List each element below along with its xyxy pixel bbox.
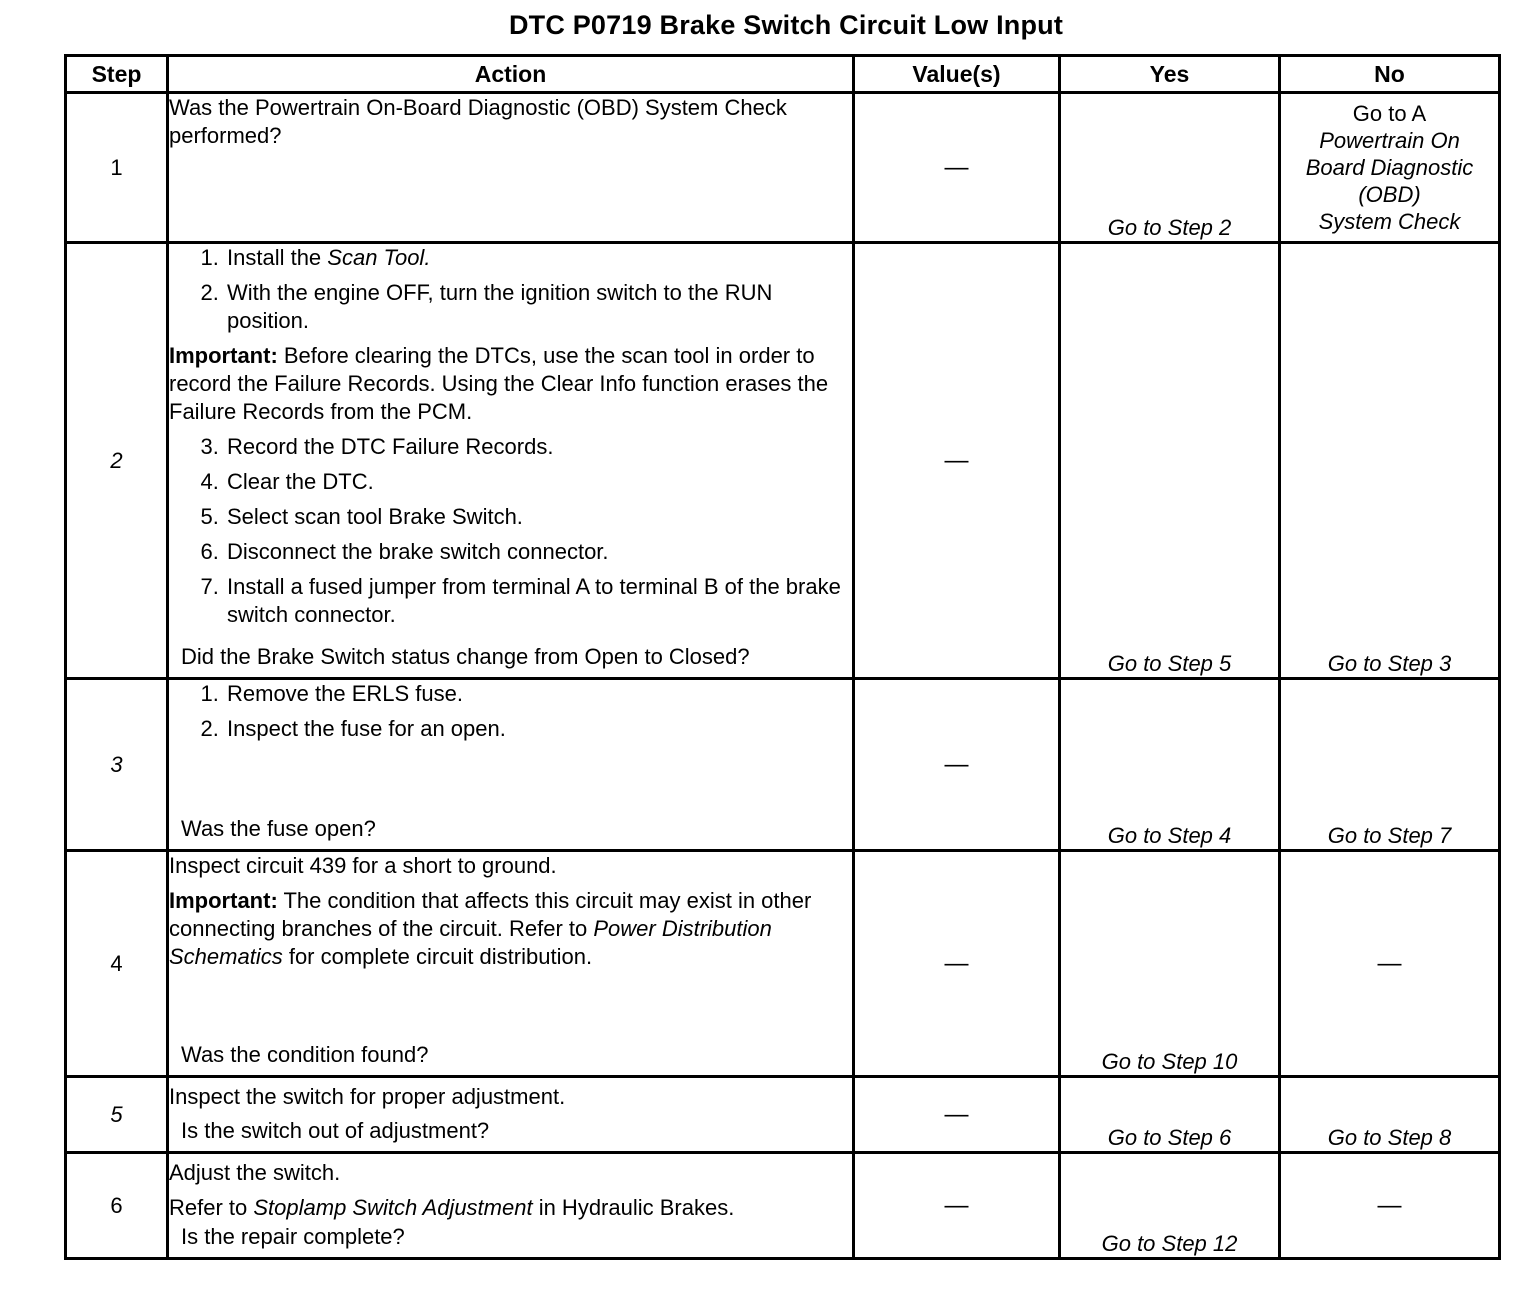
list-item: 3. Record the DTC Failure Records.	[225, 433, 852, 461]
header-row	[66, 56, 1500, 93]
yes-cell: Go to Step 5	[1060, 243, 1280, 679]
value-cell: —	[854, 679, 1060, 851]
step-number: 5	[66, 1077, 168, 1153]
table-row	[66, 243, 1500, 679]
value-cell: —	[854, 851, 1060, 1077]
value-cell: —	[854, 243, 1060, 679]
step-number: 3	[66, 679, 168, 851]
list-item: 7. Install a fused jumper from terminal A to terminal B of the brake switch connector.	[225, 573, 852, 629]
action-list	[169, 433, 852, 629]
header-yes: Yes	[1060, 56, 1280, 93]
value-cell: —	[854, 1077, 1060, 1153]
yes-cell: Go to Step 10	[1060, 851, 1280, 1077]
no-cell	[1280, 93, 1500, 243]
table-row	[66, 851, 1500, 1077]
step-number: 4	[66, 851, 168, 1077]
yes-cell: Go to Step 12	[1060, 1153, 1280, 1259]
important-note: Important: The condition that affects this circuit may exist in other connecting branches of the circuit. Refer to Power Distribution Schematics for complete circuit distribution.	[169, 888, 812, 969]
list-item: 5. Select scan tool Brake Switch.	[225, 503, 852, 531]
action-cell	[168, 1153, 854, 1259]
list-item: 2. Inspect the fuse for an open.	[225, 715, 852, 743]
action-list	[169, 244, 852, 335]
diagnostic-table	[64, 54, 1501, 1260]
step-number: 2	[66, 243, 168, 679]
no-cell: —	[1280, 851, 1500, 1077]
yes-cell: Go to Step 4	[1060, 679, 1280, 851]
action-text: Adjust the switch.	[169, 1160, 341, 1185]
action-question: Was the fuse open?	[181, 816, 376, 841]
no-line: System Check	[1318, 209, 1461, 234]
no-cell: —	[1280, 1153, 1500, 1259]
table-row	[66, 679, 1500, 851]
action-text: Inspect the switch for proper adjustment.	[169, 1084, 566, 1109]
yes-cell: Go to Step 6	[1060, 1077, 1280, 1153]
important-note: Important: Before clearing the DTCs, use the scan tool in order to record the Failure Records. Using the Clear Info function erases the Failure Records from the PCM.	[169, 343, 829, 424]
header-step: Step	[66, 56, 168, 93]
action-question: Is the repair complete?	[181, 1224, 405, 1249]
action-question: Is the switch out of adjustment?	[181, 1118, 490, 1143]
table-row	[66, 1153, 1500, 1259]
refer-text: Refer to Stoplamp Switch Adjustment in Hydraulic Brakes.	[169, 1195, 735, 1220]
list-item: 4. Clear the DTC.	[225, 468, 852, 496]
header-no: No	[1280, 56, 1500, 93]
no-line: Go to A	[1352, 101, 1427, 126]
action-question: Was the condition found?	[181, 1042, 429, 1067]
value-cell: —	[854, 93, 1060, 243]
no-line: Board Diagnostic	[1305, 155, 1474, 180]
no-line: (OBD)	[1358, 182, 1421, 207]
action-list	[169, 680, 852, 743]
action-cell	[168, 679, 854, 851]
step-number: 1	[66, 93, 168, 243]
header-values: Value(s)	[854, 56, 1060, 93]
no-cell: Go to Step 8	[1280, 1077, 1500, 1153]
list-item: 2. With the engine OFF, turn the ignition switch to the RUN position.	[225, 279, 852, 335]
action-text: Inspect circuit 439 for a short to ground.	[169, 853, 557, 878]
no-cell: Go to Step 7	[1280, 679, 1500, 851]
value-cell: —	[854, 1153, 1060, 1259]
action-text: Was the Powertrain On-Board Diagnostic (OBD) System Check performed?	[169, 95, 787, 148]
list-item: 1. Install the Scan Tool.	[225, 244, 852, 272]
action-cell	[168, 93, 854, 243]
list-item: 6. Disconnect the brake switch connector.	[225, 538, 852, 566]
table-row	[66, 1077, 1500, 1153]
no-line: Powertrain On	[1319, 128, 1460, 153]
action-question: Did the Brake Switch status change from Open to Closed?	[181, 644, 750, 669]
step-number: 6	[66, 1153, 168, 1259]
yes-cell: Go to Step 2	[1060, 93, 1280, 243]
action-cell	[168, 851, 854, 1077]
action-cell	[168, 243, 854, 679]
list-item: 1. Remove the ERLS fuse.	[225, 680, 852, 708]
page-title: DTC P0719 Brake Switch Circuit Low Input	[508, 10, 1064, 40]
table-row	[66, 93, 1500, 243]
no-cell: Go to Step 3	[1280, 243, 1500, 679]
action-cell	[168, 1077, 854, 1153]
header-action: Action	[168, 56, 854, 93]
